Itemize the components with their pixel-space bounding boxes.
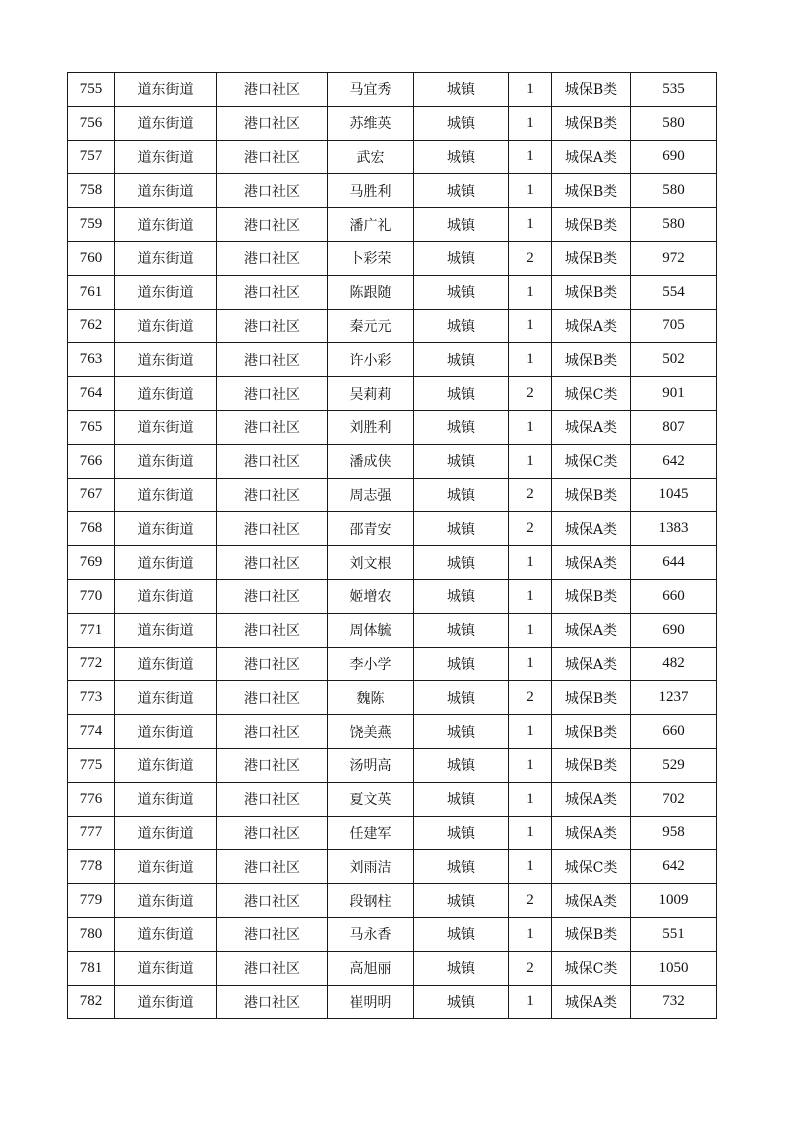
- table-row: [68, 613, 717, 647]
- cell-amount: 580: [631, 174, 717, 208]
- cell-community: 港口社区: [217, 444, 328, 478]
- cell-amount: 690: [631, 140, 717, 174]
- cell-count: 1: [509, 140, 552, 174]
- cell-category: 城保B类: [552, 478, 631, 512]
- cell-category: 城保B类: [552, 917, 631, 951]
- cell-street: 道东街道: [115, 275, 217, 309]
- cell-count: 1: [509, 410, 552, 444]
- cell-name: 夏文英: [328, 782, 414, 816]
- cell-community: 港口社区: [217, 73, 328, 107]
- cell-category: 城保B类: [552, 241, 631, 275]
- table-row: [68, 208, 717, 242]
- cell-count: 1: [509, 106, 552, 140]
- cell-category: 城保A类: [552, 782, 631, 816]
- cell-community: 港口社区: [217, 309, 328, 343]
- cell-community: 港口社区: [217, 546, 328, 580]
- cell-community: 港口社区: [217, 343, 328, 377]
- cell-street: 道东街道: [115, 613, 217, 647]
- cell-community: 港口社区: [217, 478, 328, 512]
- cell-name: 许小彩: [328, 343, 414, 377]
- cell-index: 755: [68, 73, 115, 107]
- table-row: [68, 343, 717, 377]
- cell-category: 城保A类: [552, 613, 631, 647]
- table-row: [68, 241, 717, 275]
- cell-index: 779: [68, 884, 115, 918]
- cell-name: 汤明高: [328, 748, 414, 782]
- cell-street: 道东街道: [115, 410, 217, 444]
- table-row: [68, 73, 717, 107]
- table-row: [68, 309, 717, 343]
- cell-type: 城镇: [414, 917, 509, 951]
- cell-amount: 732: [631, 985, 717, 1019]
- cell-type: 城镇: [414, 748, 509, 782]
- cell-name: 刘文根: [328, 546, 414, 580]
- cell-street: 道东街道: [115, 241, 217, 275]
- cell-category: 城保B类: [552, 275, 631, 309]
- records-table: [67, 72, 717, 1019]
- cell-type: 城镇: [414, 73, 509, 107]
- cell-name: 武宏: [328, 140, 414, 174]
- cell-name: 周体毓: [328, 613, 414, 647]
- cell-type: 城镇: [414, 782, 509, 816]
- cell-index: 763: [68, 343, 115, 377]
- cell-name: 潘广礼: [328, 208, 414, 242]
- cell-index: 764: [68, 377, 115, 411]
- cell-count: 1: [509, 208, 552, 242]
- cell-index: 760: [68, 241, 115, 275]
- cell-type: 城镇: [414, 512, 509, 546]
- table-row: [68, 174, 717, 208]
- cell-index: 762: [68, 309, 115, 343]
- table-row: [68, 106, 717, 140]
- cell-amount: 535: [631, 73, 717, 107]
- cell-type: 城镇: [414, 613, 509, 647]
- cell-name: 马宜秀: [328, 73, 414, 107]
- cell-street: 道东街道: [115, 343, 217, 377]
- table-row: [68, 410, 717, 444]
- cell-amount: 660: [631, 715, 717, 749]
- cell-name: 吴莉莉: [328, 377, 414, 411]
- cell-type: 城镇: [414, 140, 509, 174]
- table-row: [68, 579, 717, 613]
- cell-street: 道东街道: [115, 73, 217, 107]
- cell-type: 城镇: [414, 816, 509, 850]
- cell-type: 城镇: [414, 174, 509, 208]
- cell-name: 马永香: [328, 917, 414, 951]
- cell-count: 1: [509, 748, 552, 782]
- cell-index: 773: [68, 681, 115, 715]
- cell-community: 港口社区: [217, 985, 328, 1019]
- table-row: [68, 985, 717, 1019]
- cell-type: 城镇: [414, 985, 509, 1019]
- cell-street: 道东街道: [115, 106, 217, 140]
- table-row: [68, 782, 717, 816]
- cell-amount: 580: [631, 208, 717, 242]
- cell-count: 1: [509, 275, 552, 309]
- cell-type: 城镇: [414, 681, 509, 715]
- cell-amount: 901: [631, 377, 717, 411]
- cell-category: 城保A类: [552, 816, 631, 850]
- cell-category: 城保A类: [552, 985, 631, 1019]
- cell-name: 刘雨洁: [328, 850, 414, 884]
- cell-index: 777: [68, 816, 115, 850]
- cell-community: 港口社区: [217, 782, 328, 816]
- cell-amount: 807: [631, 410, 717, 444]
- cell-amount: 1383: [631, 512, 717, 546]
- cell-index: 769: [68, 546, 115, 580]
- cell-count: 1: [509, 985, 552, 1019]
- cell-community: 港口社区: [217, 647, 328, 681]
- cell-category: 城保B类: [552, 208, 631, 242]
- cell-community: 港口社区: [217, 106, 328, 140]
- cell-amount: 502: [631, 343, 717, 377]
- cell-name: 周志强: [328, 478, 414, 512]
- cell-index: 772: [68, 647, 115, 681]
- cell-count: 1: [509, 782, 552, 816]
- cell-amount: 554: [631, 275, 717, 309]
- cell-street: 道东街道: [115, 816, 217, 850]
- cell-street: 道东街道: [115, 546, 217, 580]
- cell-street: 道东街道: [115, 951, 217, 985]
- cell-category: 城保B类: [552, 681, 631, 715]
- cell-community: 港口社区: [217, 241, 328, 275]
- cell-category: 城保C类: [552, 377, 631, 411]
- cell-index: 780: [68, 917, 115, 951]
- cell-index: 782: [68, 985, 115, 1019]
- cell-index: 776: [68, 782, 115, 816]
- cell-type: 城镇: [414, 444, 509, 478]
- cell-name: 姬增农: [328, 579, 414, 613]
- cell-name: 卜彩荣: [328, 241, 414, 275]
- table-row: [68, 951, 717, 985]
- cell-index: 781: [68, 951, 115, 985]
- cell-amount: 642: [631, 444, 717, 478]
- cell-type: 城镇: [414, 377, 509, 411]
- cell-amount: 1050: [631, 951, 717, 985]
- cell-type: 城镇: [414, 579, 509, 613]
- cell-amount: 642: [631, 850, 717, 884]
- cell-count: 1: [509, 647, 552, 681]
- cell-count: 1: [509, 444, 552, 478]
- cell-amount: 644: [631, 546, 717, 580]
- cell-category: 城保B类: [552, 748, 631, 782]
- cell-street: 道东街道: [115, 681, 217, 715]
- cell-street: 道东街道: [115, 208, 217, 242]
- cell-community: 港口社区: [217, 850, 328, 884]
- cell-community: 港口社区: [217, 208, 328, 242]
- cell-type: 城镇: [414, 546, 509, 580]
- cell-amount: 482: [631, 647, 717, 681]
- cell-count: 1: [509, 816, 552, 850]
- cell-count: 1: [509, 715, 552, 749]
- cell-count: 1: [509, 579, 552, 613]
- cell-name: 苏维英: [328, 106, 414, 140]
- cell-category: 城保C类: [552, 951, 631, 985]
- cell-street: 道东街道: [115, 850, 217, 884]
- cell-category: 城保A类: [552, 884, 631, 918]
- cell-index: 775: [68, 748, 115, 782]
- cell-community: 港口社区: [217, 884, 328, 918]
- cell-category: 城保A类: [552, 140, 631, 174]
- cell-type: 城镇: [414, 208, 509, 242]
- cell-index: 761: [68, 275, 115, 309]
- table-row: [68, 546, 717, 580]
- table-row: [68, 140, 717, 174]
- table-row: [68, 444, 717, 478]
- table-row: [68, 884, 717, 918]
- cell-type: 城镇: [414, 343, 509, 377]
- table-row: [68, 816, 717, 850]
- cell-count: 1: [509, 174, 552, 208]
- records-table-body: [68, 73, 717, 1019]
- cell-community: 港口社区: [217, 816, 328, 850]
- cell-name: 高旭丽: [328, 951, 414, 985]
- table-row: [68, 748, 717, 782]
- cell-type: 城镇: [414, 478, 509, 512]
- cell-index: 767: [68, 478, 115, 512]
- cell-name: 陈跟随: [328, 275, 414, 309]
- cell-category: 城保C类: [552, 444, 631, 478]
- cell-amount: 1009: [631, 884, 717, 918]
- cell-type: 城镇: [414, 850, 509, 884]
- cell-amount: 690: [631, 613, 717, 647]
- cell-street: 道东街道: [115, 782, 217, 816]
- cell-count: 1: [509, 343, 552, 377]
- cell-index: 768: [68, 512, 115, 546]
- cell-amount: 1045: [631, 478, 717, 512]
- cell-category: 城保B类: [552, 106, 631, 140]
- cell-community: 港口社区: [217, 512, 328, 546]
- cell-type: 城镇: [414, 410, 509, 444]
- cell-count: 2: [509, 681, 552, 715]
- cell-street: 道东街道: [115, 917, 217, 951]
- cell-community: 港口社区: [217, 613, 328, 647]
- table-row: [68, 377, 717, 411]
- cell-street: 道东街道: [115, 715, 217, 749]
- cell-index: 765: [68, 410, 115, 444]
- cell-community: 港口社区: [217, 275, 328, 309]
- cell-name: 潘成侠: [328, 444, 414, 478]
- cell-type: 城镇: [414, 647, 509, 681]
- cell-type: 城镇: [414, 715, 509, 749]
- cell-type: 城镇: [414, 275, 509, 309]
- cell-type: 城镇: [414, 951, 509, 985]
- cell-index: 756: [68, 106, 115, 140]
- cell-community: 港口社区: [217, 917, 328, 951]
- cell-name: 饶美燕: [328, 715, 414, 749]
- cell-category: 城保C类: [552, 850, 631, 884]
- cell-category: 城保A类: [552, 309, 631, 343]
- cell-name: 李小学: [328, 647, 414, 681]
- cell-name: 段钢柱: [328, 884, 414, 918]
- cell-index: 757: [68, 140, 115, 174]
- cell-count: 1: [509, 546, 552, 580]
- table-row: [68, 512, 717, 546]
- cell-name: 邵青安: [328, 512, 414, 546]
- cell-category: 城保B类: [552, 715, 631, 749]
- table-row: [68, 478, 717, 512]
- cell-index: 759: [68, 208, 115, 242]
- cell-amount: 1237: [631, 681, 717, 715]
- cell-index: 774: [68, 715, 115, 749]
- cell-amount: 702: [631, 782, 717, 816]
- cell-community: 港口社区: [217, 174, 328, 208]
- table-row: [68, 647, 717, 681]
- cell-street: 道东街道: [115, 444, 217, 478]
- cell-category: 城保B类: [552, 343, 631, 377]
- cell-street: 道东街道: [115, 377, 217, 411]
- table-row: [68, 850, 717, 884]
- cell-amount: 705: [631, 309, 717, 343]
- cell-index: 766: [68, 444, 115, 478]
- cell-count: 1: [509, 850, 552, 884]
- cell-name: 任建军: [328, 816, 414, 850]
- cell-community: 港口社区: [217, 748, 328, 782]
- cell-amount: 580: [631, 106, 717, 140]
- cell-community: 港口社区: [217, 681, 328, 715]
- cell-amount: 551: [631, 917, 717, 951]
- cell-category: 城保A类: [552, 410, 631, 444]
- cell-category: 城保B类: [552, 73, 631, 107]
- table-row: [68, 681, 717, 715]
- cell-count: 1: [509, 309, 552, 343]
- cell-name: 魏陈: [328, 681, 414, 715]
- cell-community: 港口社区: [217, 951, 328, 985]
- table-row: [68, 715, 717, 749]
- cell-street: 道东街道: [115, 478, 217, 512]
- cell-street: 道东街道: [115, 579, 217, 613]
- cell-amount: 529: [631, 748, 717, 782]
- cell-category: 城保A类: [552, 512, 631, 546]
- cell-count: 1: [509, 917, 552, 951]
- cell-index: 770: [68, 579, 115, 613]
- table-row: [68, 275, 717, 309]
- cell-street: 道东街道: [115, 647, 217, 681]
- cell-type: 城镇: [414, 309, 509, 343]
- cell-amount: 972: [631, 241, 717, 275]
- cell-community: 港口社区: [217, 140, 328, 174]
- cell-name: 秦元元: [328, 309, 414, 343]
- cell-street: 道东街道: [115, 748, 217, 782]
- cell-category: 城保A类: [552, 546, 631, 580]
- cell-community: 港口社区: [217, 579, 328, 613]
- cell-type: 城镇: [414, 884, 509, 918]
- cell-street: 道东街道: [115, 512, 217, 546]
- cell-count: 1: [509, 613, 552, 647]
- cell-count: 2: [509, 478, 552, 512]
- cell-name: 马胜利: [328, 174, 414, 208]
- cell-community: 港口社区: [217, 715, 328, 749]
- cell-count: 2: [509, 512, 552, 546]
- cell-street: 道东街道: [115, 309, 217, 343]
- cell-type: 城镇: [414, 106, 509, 140]
- cell-amount: 660: [631, 579, 717, 613]
- cell-category: 城保B类: [552, 174, 631, 208]
- cell-count: 2: [509, 241, 552, 275]
- cell-count: 1: [509, 73, 552, 107]
- cell-amount: 958: [631, 816, 717, 850]
- cell-index: 771: [68, 613, 115, 647]
- cell-community: 港口社区: [217, 410, 328, 444]
- cell-community: 港口社区: [217, 377, 328, 411]
- cell-name: 刘胜利: [328, 410, 414, 444]
- cell-count: 2: [509, 377, 552, 411]
- cell-count: 2: [509, 951, 552, 985]
- cell-index: 778: [68, 850, 115, 884]
- table-row: [68, 917, 717, 951]
- cell-count: 2: [509, 884, 552, 918]
- cell-street: 道东街道: [115, 174, 217, 208]
- cell-category: 城保A类: [552, 647, 631, 681]
- cell-name: 崔明明: [328, 985, 414, 1019]
- cell-type: 城镇: [414, 241, 509, 275]
- cell-index: 758: [68, 174, 115, 208]
- cell-street: 道东街道: [115, 884, 217, 918]
- cell-street: 道东街道: [115, 985, 217, 1019]
- cell-category: 城保B类: [552, 579, 631, 613]
- cell-street: 道东街道: [115, 140, 217, 174]
